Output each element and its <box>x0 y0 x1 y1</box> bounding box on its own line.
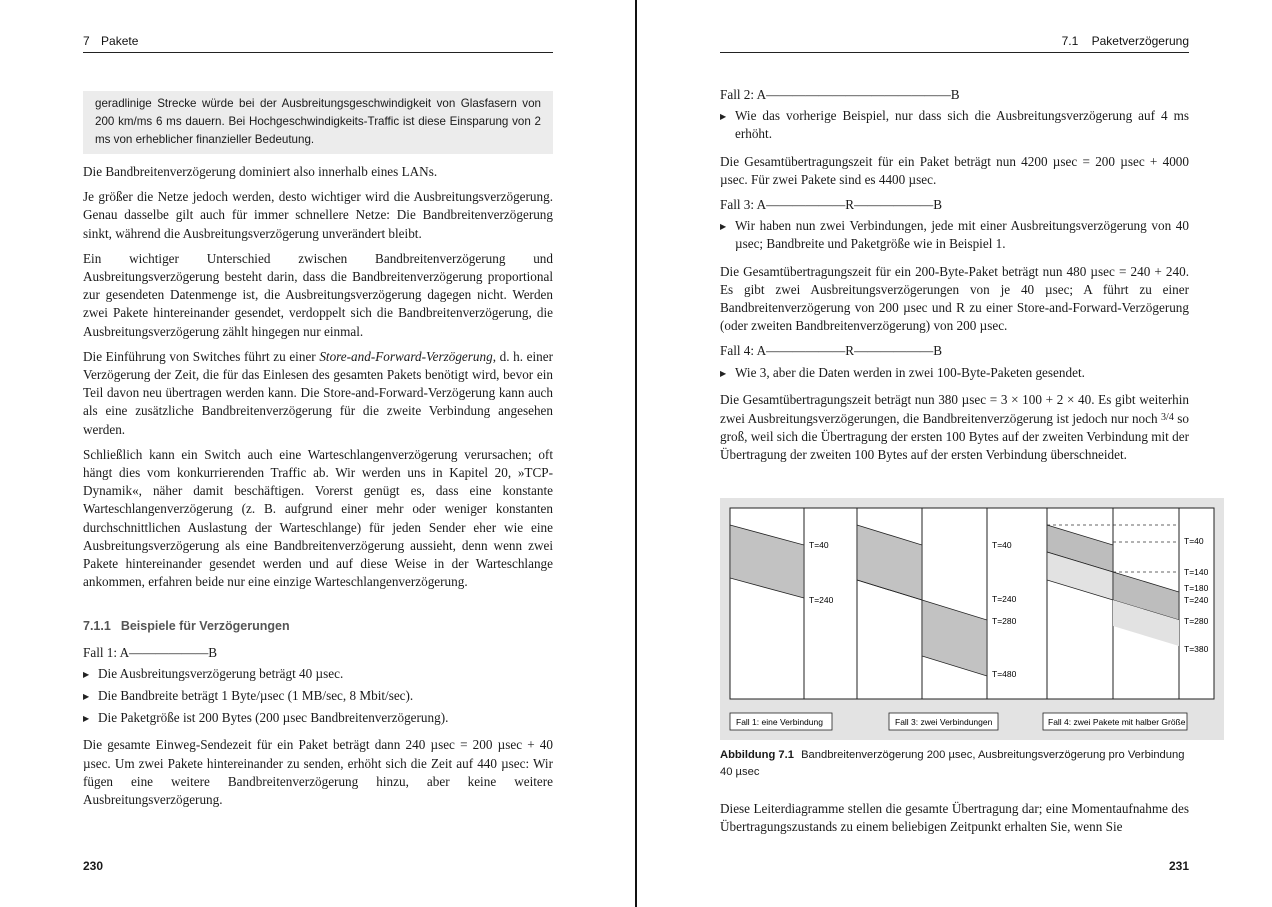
section-title: Beispiele für Verzögerungen <box>120 619 290 634</box>
time-label: T=240 <box>809 595 834 605</box>
time-label: T=280 <box>992 616 1017 626</box>
legend-label: Fall 3: zwei Verbindungen <box>895 717 993 727</box>
case-line: Fall 1: A——————B <box>83 644 218 660</box>
bullet-list <box>83 665 553 728</box>
right-body <box>720 86 1189 472</box>
caption-text: Bandbreitenverzögerung 200 µsec, Ausbreitungsverzögerung pro Verbindung 40 µsec <box>720 749 1185 778</box>
paragraph <box>720 391 1189 465</box>
running-head-left <box>83 34 138 48</box>
book-gutter <box>635 0 637 907</box>
chapter-number: 7 <box>83 34 90 48</box>
list-item: ▶ Die Bandbreite beträgt 1 Byte/µsec (1 MB/sec, 8 Mbit/sec). <box>83 687 553 705</box>
list-item: ▶ Die Paketgröße ist 200 Bytes (200 µsec Bandbreitenverzögerung). <box>83 709 553 727</box>
case-line: Fall 2: A——————————————B <box>720 87 960 102</box>
left-body <box>83 91 553 816</box>
time-label: T=480 <box>992 669 1017 679</box>
section-number: 7.1 <box>1061 34 1079 48</box>
paragraph: Die Gesamtübertragungszeit für ein Paket beträgt nun 4200 µsec = 200 µsec + 4000 µsec. Für zwei Pakete sind es 4400 µsec. <box>720 153 1189 187</box>
page-number: 230 <box>83 859 104 873</box>
ladder-diagram <box>720 498 1224 740</box>
section-number: 7.1.1 <box>83 619 111 634</box>
bullet-list <box>720 364 1189 382</box>
chapter-title: Pakete <box>101 34 139 48</box>
ladder-diagram-figure <box>720 498 1224 740</box>
text-run: so groß, weil sich die Übertragung der ersten 100 Bytes auf der zweiten Verbindung mit der Übertragung der zweiten 100 Bytes auf der ersten Verbindung überschneidet. <box>720 411 1190 463</box>
time-label: T=180 <box>1184 583 1209 593</box>
paragraph: Ein wichtiger Unterschied zwischen Bandbreitenverzögerung und Ausbreitungsverzögerung besteht darin, dass die Bandbreitenverzögerung proportional zur gesendeten Datenmenge ist, die Ausbreitungsverzögerung dagegen nicht. Werden zwei Pakete hintereinander gesendet, verdoppelt sich die Bandbreitenverzögerung, die Ausbreitungsverzögerung zählt hingegen nur einmal. <box>83 250 553 339</box>
emphasis-term: Store-and-Forward-Verzögerung <box>319 348 493 364</box>
list-item: ▶ Wie 3, aber die Daten werden in zwei 100-Byte-Paketen gesendet. <box>720 364 1189 382</box>
bullet-list <box>720 217 1189 253</box>
time-label: T=240 <box>1184 595 1209 605</box>
right-body-tail <box>720 800 1189 843</box>
list-item: ▶ Die Ausbreitungsverzögerung beträgt 40 µsec. <box>83 665 553 683</box>
paragraph: Die gesamte Einweg-Sendezeit für ein Paket beträgt dann 240 µsec = 200 µsec + 40 µsec. Um zwei Pakete hintereinander zu senden, erhöht sich die Zeit auf 440 µsec: Wir fügen eine weitere Bandbreitenverzögerung hinzu, aber keine weitere Ausbreitungsverzögerung. <box>83 737 553 808</box>
paragraph: Je größer die Netze jedoch werden, desto wichtiger wird die Ausbreitungsverzögerung. Genau dasselbe gilt auch für immer schnellere Netze: Die Bandbreitenverzögerung sinkt, während die Ausbreitungsverzögerung unverändert bleibt. <box>83 189 553 241</box>
figure-caption <box>720 747 1190 780</box>
list-item: ▶ Wie das vorherige Beispiel, nur dass sich die Ausbreitungsverzögerung auf 4 ms erhöht. <box>720 107 1189 143</box>
section-heading <box>83 617 553 635</box>
section-title: Paketverzögerung <box>1091 34 1189 48</box>
time-label: T=380 <box>1184 644 1209 654</box>
time-label: T=40 <box>1184 536 1204 546</box>
bullet-list <box>720 107 1189 143</box>
time-label: T=140 <box>1184 567 1209 577</box>
figure-legend <box>730 713 1187 730</box>
paragraph: Die Gesamtübertragungszeit für ein 200-Byte-Paket beträgt nun 480 µsec = 240 + 240. Es gibt zwei Ausbreitungsverzögerungen von je 40 µsec; A führt zu einer Bandbreitenverzögerung von 200 µsec und R zu einer Store-and-Forward-Verzögerung (oder zweiten Bandbreitenverzögerung) von 200 µsec. <box>720 263 1189 334</box>
text-run: Die Einführung von Switches führt zu einer <box>83 348 320 364</box>
text-run: , d. h. einer Verzögerung der Zeit, die für das Einlesen des gesamten Pakets benötigt wird, bevor ein Teil davon neu übertragen werden kann. Die Store-and-Forward-Verzögerung kann auch als eine zusätzliche Bandbreitenverzögerung für die zweite Verbindung angesehen werden. <box>83 348 553 437</box>
case-line: Fall 4: A——————R——————B <box>720 343 943 359</box>
time-label: T=40 <box>992 540 1012 550</box>
legend-label: Fall 4: zwei Pakete mit halber Größe <box>1048 717 1186 727</box>
text-run: Die Gesamtübertragungszeit beträgt nun 380 µsec = 3 × 100 + 2 × 40. Es gibt weiterhin zwei Ausbreitungsverzögerungen, die Bandbreitenverzögerung ist jedoch nur noch <box>720 391 1189 427</box>
legend-label: Fall 1: eine Verbindung <box>736 717 823 727</box>
header-rule <box>720 52 1189 53</box>
time-label: T=240 <box>992 594 1017 604</box>
paragraph: Schließlich kann ein Switch auch eine Warteschlangenverzögerung verursachen; oft hängt dies vom konkurrierenden Traffic ab. Wir werden uns in Kapitel 20, »TCP-Dynamik«, näher damit beschäftigen. Vorerst genügt es, dass eine konstante Warteschlangenverzögerung (z. B. aufgrund einer mehr oder weniger konstanten durchschnittlichen Auslastung der Warteschlange) für jeden Sender eher wie eine Ausbreitungsverzögerung als eine Bandbreitenverzögerung aussieht, denn wenn zwei Pakete hintereinander gesendet werden und auf diese Weise in der Warteschlange ankommen, erfahren beide nur eine einzige Warteschlangenverzögerung. <box>83 446 553 590</box>
note-box: geradlinige Strecke würde bei der Ausbreitungsgeschwindigkeit von Glasfasern von 200 km/ms 6 ms dauern. Bei Hochgeschwindigkeits-Traffic ist diese Einsparung von 2 ms von erheblicher finanzieller Bedeutung. <box>83 91 553 154</box>
paragraph: Diese Leiterdiagramme stellen die gesamte Übertragung dar; eine Momentaufnahme des Übertragungszustands zu einem beliebigen Zeitpunkt erhalten Sie, wenn Sie <box>720 801 1189 835</box>
page-number: 231 <box>1168 859 1189 873</box>
paragraph <box>83 348 553 439</box>
fraction: 3/4 <box>1161 412 1174 424</box>
list-item: ▶ Wir haben nun zwei Verbindungen, jede mit einer Ausbreitungsverzögerung von 40 µsec; Bandbreite und Paketgröße wie in Beispiel 1. <box>720 217 1189 253</box>
paragraph: Die Bandbreitenverzögerung dominiert also innerhalb eines LANs. <box>83 164 438 179</box>
time-label: T=280 <box>1184 616 1209 626</box>
time-label: T=40 <box>809 540 829 550</box>
case-line: Fall 3: A——————R——————B <box>720 197 943 213</box>
caption-label: Abbildung 7.1 <box>720 749 794 761</box>
running-head-right <box>1062 34 1189 48</box>
header-rule <box>83 52 553 53</box>
